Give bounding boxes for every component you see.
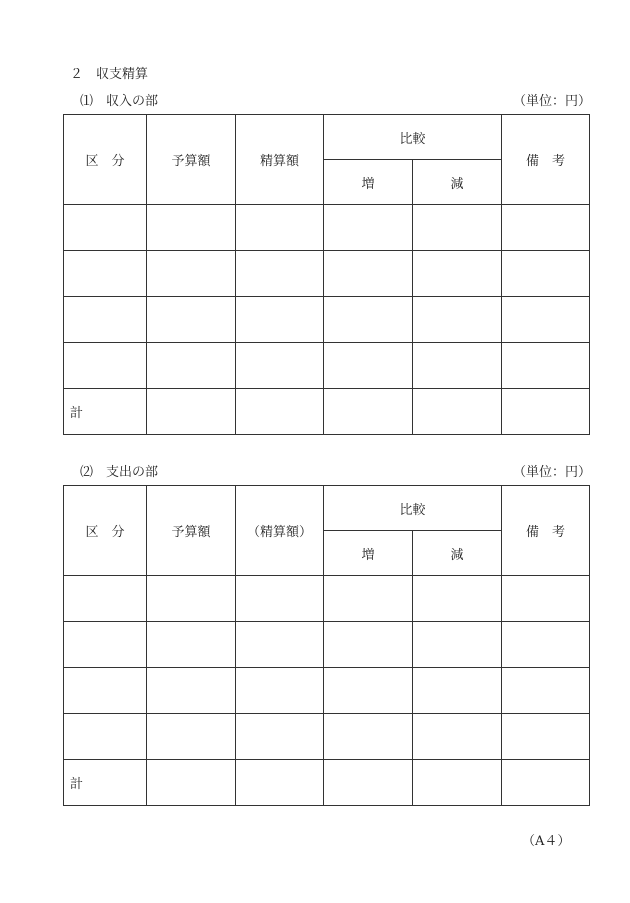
expense-header-increase: 増 [324,531,413,576]
table-cell [64,668,147,714]
table-row [64,297,590,343]
table-cell [147,576,236,622]
table-cell [236,622,324,668]
table-cell [413,714,502,760]
table-cell [502,205,590,251]
table-cell [236,251,324,297]
table-cell [64,714,147,760]
table-cell [502,760,590,806]
table-cell [64,251,147,297]
table-cell [147,389,236,435]
section-title: ２ 収支精算 [70,67,149,82]
expense-unit-label: （単位：円） [513,465,592,480]
table-cell [324,622,413,668]
table-cell [236,297,324,343]
table-cell [147,205,236,251]
table-cell [236,389,324,435]
table-cell [413,251,502,297]
income-header-category: 区 分 [64,115,147,205]
table-cell [413,297,502,343]
expense-header-comparison: 比較 [324,486,502,531]
table-cell [147,714,236,760]
table-cell [413,343,502,389]
table-cell [502,251,590,297]
table-cell [147,622,236,668]
table-cell [413,760,502,806]
table-cell [236,714,324,760]
expense-header-decrease: 減 [413,531,502,576]
table-cell [413,622,502,668]
table-cell [147,343,236,389]
table-cell [502,297,590,343]
table-cell [502,343,590,389]
table-row [64,576,590,622]
table-cell [236,576,324,622]
table-cell [324,714,413,760]
table-cell [64,205,147,251]
table-cell [64,576,147,622]
table-cell [324,760,413,806]
table-cell [324,576,413,622]
table-cell [413,205,502,251]
table-cell [502,576,590,622]
table-cell [502,714,590,760]
expense-header-settlement: （精算額） [236,486,324,576]
table-cell [324,205,413,251]
table-cell [324,668,413,714]
income-header-remarks: 備 考 [502,115,590,205]
table-row [64,251,590,297]
table-cell [147,668,236,714]
income-table [63,114,590,435]
table-row [64,205,590,251]
table-cell [147,760,236,806]
expense-header-remarks: 備 考 [502,486,590,576]
income-total-row [64,389,590,435]
table-cell [147,251,236,297]
table-cell [236,668,324,714]
table-row [64,343,590,389]
table-cell [324,343,413,389]
table-cell [502,622,590,668]
expense-header-budget: 予算額 [147,486,236,576]
table-cell [147,297,236,343]
income-unit-label: （単位：円） [513,94,592,109]
expense-total-row [64,760,590,806]
table-cell [64,622,147,668]
table-row [64,714,590,760]
table-cell [413,668,502,714]
expense-header-category: 区 分 [64,486,147,576]
table-cell [64,297,147,343]
table-cell [236,760,324,806]
income-header-budget: 予算額 [147,115,236,205]
table-cell [236,343,324,389]
table-cell [64,343,147,389]
table-cell [413,576,502,622]
income-section-title: ⑴ 収入の部 [80,94,159,109]
income-header-settlement: 精算額 [236,115,324,205]
income-header-decrease: 減 [413,160,502,205]
income-total-label: 計 [64,389,147,435]
table-cell [413,389,502,435]
paper-size-label: （A４） [522,834,571,849]
table-cell [236,205,324,251]
expense-total-label: 計 [64,760,147,806]
table-cell [324,389,413,435]
income-header-comparison: 比較 [324,115,502,160]
expense-table [63,485,590,806]
table-row [64,622,590,668]
table-row [64,668,590,714]
income-header-increase: 増 [324,160,413,205]
table-cell [502,389,590,435]
table-cell [324,251,413,297]
table-cell [502,668,590,714]
expense-section-title: ⑵ 支出の部 [80,465,159,480]
table-cell [324,297,413,343]
